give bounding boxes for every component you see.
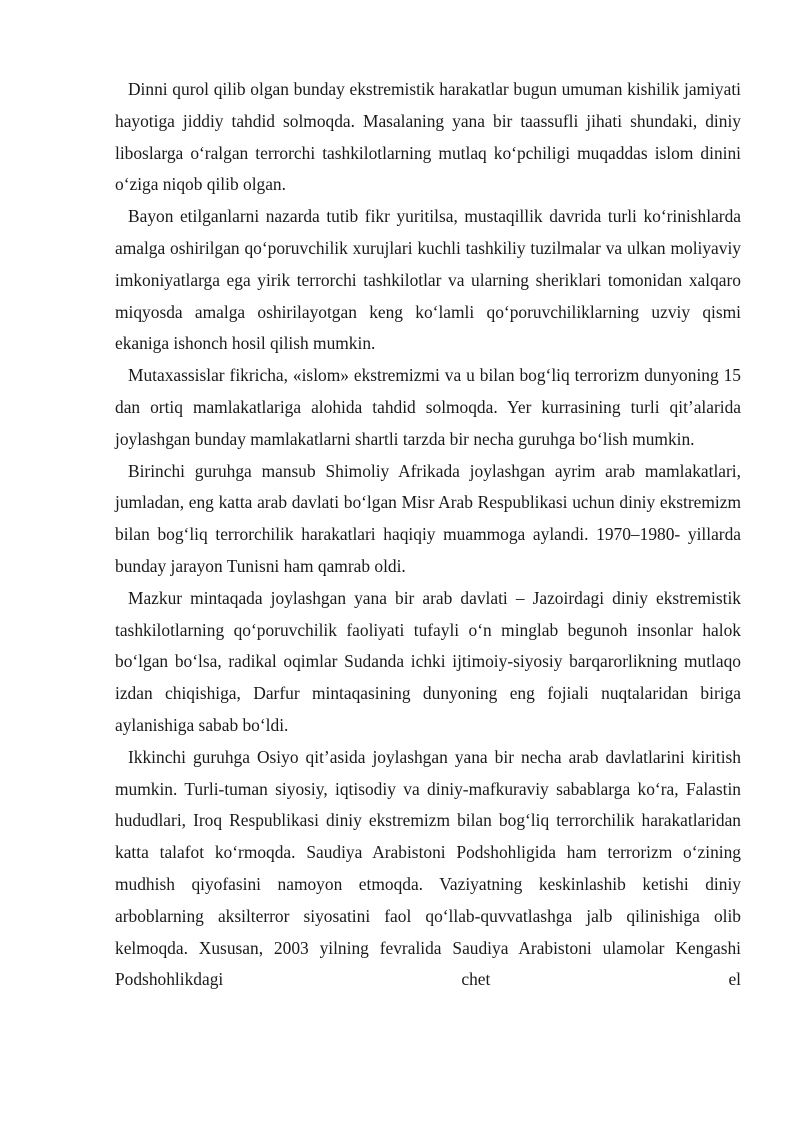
paragraph-3: Mutaxassislar fikricha, «islom» ekstremizmi va u bilan bog‘liq terrorizm dunyoning 15 dan ortiq mamlakatlariga alohida tahdid solmoqda. Yer kurrasining turli qit’alarida joylashgan bunday mamlakatlarni shartli tarzda bir necha guruhga bo‘lish mumkin. — [115, 365, 741, 449]
paragraph-6: Ikkinchi guruhga Osiyo qit’asida joylashgan yana bir necha arab davlatlarini kiritish mumkin. Turli-tuman siyosiy, iqtisodiy va diniy-mafkuraviy sabablarga ko‘ra, Falastin hududlari, Iroq Respublikasi diniy ekstremizm bilan bog‘liq terrorchilik harakatlaridan katta talafot ko‘rmoqda. Saudiya Arabistoni Podshohligida ham terrorizm o‘zining mudhish qiyofasini namoyon etmoqda. Vaziyatning keskinlashib ketishi diniy arboblarning aksilterror siyosatini faol qo‘llab-quvvatlashga jalb qilinishiga olib kelmoqda. Xususan, 2003 yilning fevralida Saudiya Arabistoni ulamolar Kengashi Podshohlikdagi chet el — [115, 746, 741, 990]
paragraph-4: Birinchi guruhga mansub Shimoliy Afrikada joylashgan ayrim arab mamlakatlari, jumladan, eng katta arab davlati bo‘lgan Misr Arab Respublikasi uchun diniy ekstremizm bilan bog‘liq terrorchilik harakatlari haqiqiy muammoga aylandi. 1970–1980- yillarda bunday jarayon Tunisni ham qamrab oldi. — [115, 460, 741, 576]
paragraph-5: Mazkur mintaqada joylashgan yana bir arab davlati – Jazoirdagi diniy ekstremistik tashkilotlarning qo‘poruvchilik faoliyati tufayli o‘n minglab begunoh insonlar halok bo‘lgan bo‘lsa, radikal oqimlar Sudanda ichki ijtimoiy-siyosiy barqarorlikning mutlaqo izdan chiqishiga, Darfur mintaqasining dunyoning eng fojiali nuqtalaridan biriga aylanishiga sabab bo‘ldi. — [115, 587, 741, 735]
paragraph-2: Bayon etilganlarni nazarda tutib fikr yuritilsa, mustaqillik davrida turli ko‘rinishlarda amalga oshirilgan qo‘poruvchilik xurujlari kuchli tashkiliy tuzilmalar va ulkan moliyaviy imkoniyatlarga ega yirik terrorchi tashkilotlar va ularning sheriklari tomonidan xalqaro miqyosda amalga oshirilayotgan keng ko‘lamli qo‘poruvchiliklarning uzviy qismi ekaniga ishonch hosil qilish mumkin. — [115, 206, 741, 354]
document-page — [115, 74, 741, 996]
paragraph-1: Dinni qurol qilib olgan bunday ekstremistik harakatlar bugun umuman kishilik jamiyati hayotiga jiddiy tahdid solmoqda. Masalaning yana bir taassufli jihati shundaki, diniy liboslarga o‘ralgan terrorchi tashkilotlarning mutlaq ko‘pchiligi muqaddas islom dinini o‘ziga niqob qilib olgan. — [115, 79, 741, 195]
